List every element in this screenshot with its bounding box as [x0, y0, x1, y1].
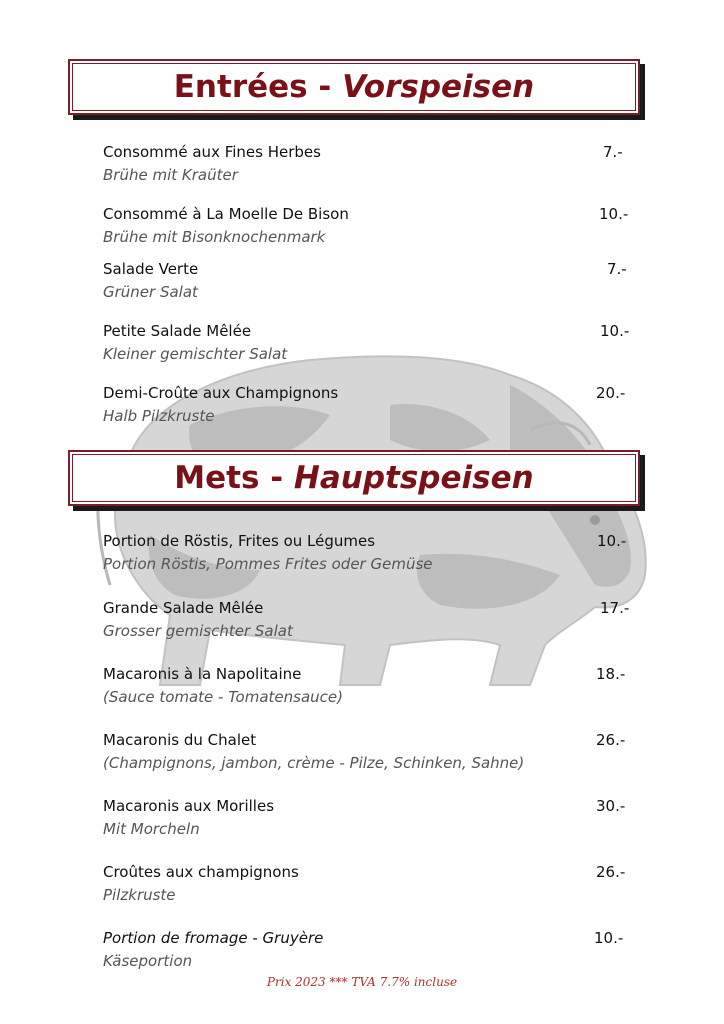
- section-title-separator: -: [307, 69, 343, 105]
- section-header-mets: [68, 450, 640, 506]
- item-name: Portion de fromage - Gruyère: [103, 929, 324, 947]
- section-header-entrees: [68, 59, 640, 115]
- menu-item: [103, 796, 633, 839]
- section-title: [70, 61, 638, 113]
- menu-item: [103, 730, 633, 773]
- item-translation: (Champignons, jambon, crème - Pilze, Schinken, Sahne): [103, 754, 525, 772]
- item-price: 10.-: [600, 322, 630, 340]
- menu-item: [103, 142, 633, 185]
- item-price: 7.-: [607, 260, 627, 278]
- item-translation: (Sauce tomate - Tomatensauce): [103, 688, 343, 706]
- item-translation: Brühe mit Bisonknochenmark: [103, 228, 326, 246]
- item-price: 20.-: [596, 384, 626, 402]
- menu-item: [103, 259, 633, 302]
- menu-item: [103, 531, 633, 574]
- item-translation: Grüner Salat: [103, 283, 198, 301]
- item-translation: Halb Pilzkruste: [103, 407, 215, 425]
- item-translation: Mit Morcheln: [103, 820, 200, 838]
- item-name: Macaronis du Chalet: [103, 731, 257, 749]
- item-name: Consommé aux Fines Herbes: [103, 143, 321, 161]
- item-translation: Grosser gemischter Salat: [103, 622, 293, 640]
- item-translation: Käseportion: [103, 952, 193, 970]
- price-footer-note: Prix 2023 *** TVA 7.7% incluse: [266, 975, 458, 989]
- section-title-fr: Entrées: [173, 69, 308, 105]
- item-price: 10.-: [599, 205, 629, 223]
- section-title-fr: Mets: [174, 460, 260, 496]
- item-name: Salade Verte: [103, 260, 199, 278]
- item-translation: Kleiner gemischter Salat: [103, 345, 288, 363]
- item-price: 10.-: [597, 532, 627, 550]
- menu-item: [103, 383, 633, 426]
- item-name: Grande Salade Mêlée: [103, 599, 264, 617]
- section-title-de: Hauptspeisen: [293, 460, 534, 496]
- menu-item: [103, 204, 633, 247]
- menu-item: [103, 321, 633, 364]
- item-name: Macaronis à la Napolitaine: [103, 665, 302, 683]
- item-translation: Pilzkruste: [103, 886, 176, 904]
- section-title-de: Vorspeisen: [342, 69, 535, 105]
- item-translation: Brühe mit Kraüter: [103, 166, 238, 184]
- item-price: 26.-: [596, 863, 626, 881]
- section-title: [70, 452, 638, 504]
- item-name: Portion de Röstis, Frites ou Légumes: [103, 532, 376, 550]
- item-name: Demi-Croûte aux Champignons: [103, 384, 339, 402]
- menu-item: [103, 862, 633, 905]
- section-title-separator: -: [259, 460, 294, 496]
- item-price: 18.-: [596, 665, 626, 683]
- item-name: Consommé à La Moelle De Bison: [103, 205, 349, 223]
- item-name: Petite Salade Mêlée: [103, 322, 252, 340]
- menu-item: [103, 664, 633, 707]
- menu-item: [103, 928, 633, 971]
- item-price: 26.-: [596, 731, 626, 749]
- item-price: 17.-: [600, 599, 630, 617]
- item-price: 30.-: [596, 797, 626, 815]
- item-translation: Portion Röstis, Pommes Frites oder Gemüse: [103, 555, 433, 573]
- item-price: 7.-: [603, 143, 623, 161]
- item-name: Croûtes aux champignons: [103, 863, 299, 881]
- menu-item: [103, 598, 633, 641]
- item-name: Macaronis aux Morilles: [103, 797, 275, 815]
- item-price: 10.-: [594, 929, 624, 947]
